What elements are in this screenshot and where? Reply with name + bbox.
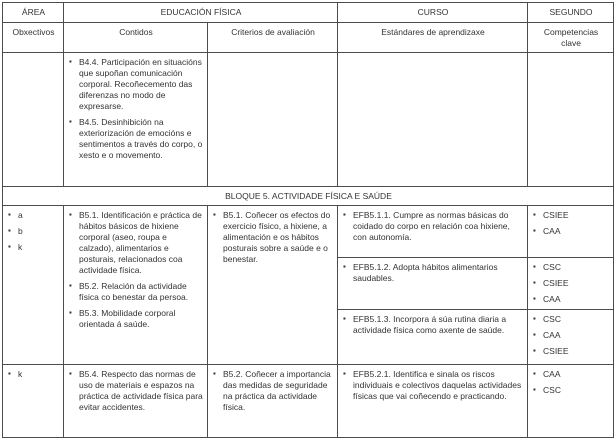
- cell-b5b-contidos: [64, 365, 208, 438]
- b5a-obxectivos-list: [8, 210, 59, 253]
- list-item: ▪ b: [8, 226, 59, 237]
- b5b-competencias-list: [533, 369, 609, 396]
- curriculum-document: [2, 2, 614, 438]
- cell-b5b-competencias: [528, 365, 614, 438]
- header-row-1: [3, 3, 614, 23]
- b5b-estandar-list: [343, 369, 523, 402]
- cell-b5a-estandar-3: [338, 310, 528, 365]
- cell-b5a-estandar-2: [338, 258, 528, 310]
- list-item: ▪ CSC: [533, 385, 609, 396]
- list-item: ▪ CSIEE: [533, 210, 609, 221]
- list-item: ▪ a: [8, 210, 59, 221]
- cell-b5a-criterios: [208, 206, 338, 365]
- b5b-contidos-list: [69, 369, 203, 413]
- cell-b4-contidos: [64, 53, 208, 187]
- row-bloque5b: [3, 365, 614, 438]
- cell-b4-obxectivos-empty: [3, 53, 64, 187]
- cell-b5a-competencias-3: [528, 310, 614, 365]
- cell-b5a-competencias-1: [528, 206, 614, 258]
- list-item: ▪ B5.2. Relación da actividade física co benestar da persoa.: [69, 281, 203, 303]
- header-curso: CURSO: [338, 3, 528, 23]
- header-educacion-fisica: EDUCACIÓN FÍSICA: [64, 3, 338, 23]
- b5a-estandar-1-list: [343, 210, 523, 243]
- subheader-criterios: Criterios de avaliación: [208, 23, 338, 53]
- cell-b5a-contidos: [64, 206, 208, 365]
- list-item: ▪ EFB5.2.1. Identifica e sinala os riscos individuais e colectivos daquelas actividades físicas que vai coñecendo e practicando.: [343, 369, 523, 402]
- subheader-estandares: Estándares de aprendizaxe: [338, 23, 528, 53]
- subheader-contidos: Contidos: [64, 23, 208, 53]
- list-item: ▪ B4.5. Desinhibición na exteriorización de emocións e sentimentos a través do corpo, o xesto e o movemento.: [69, 117, 203, 161]
- list-item: ▪ B5.3. Mobilidade corporal orientada á saúde.: [69, 308, 203, 330]
- list-item: ▪ CSC: [533, 314, 609, 325]
- cell-b5b-obxectivos: [3, 365, 64, 438]
- list-item: ▪ CSIEE: [533, 278, 609, 289]
- subheader-competencias: Competencias clave: [528, 23, 614, 53]
- list-item: ▪ B5.1. Identificación e práctica de hábitos básicos de hixiene corporal (aseo, roupa e calzado), alimentarios e posturais, relacionados coa actividade física.: [69, 210, 203, 276]
- b5a-criterios-list: [213, 210, 333, 265]
- b5b-obxectivos-list: [8, 369, 59, 380]
- list-item: ▪ B5.1. Coñecer os efectos do exercicio físico, a hixiene, a alimentación e os hábitos posturais sobre a saúde e o benestar.: [213, 210, 333, 265]
- subheader-obxectivos: Obxectivos: [3, 23, 64, 53]
- b5a-estandar-3-list: [343, 314, 523, 336]
- b5a-contidos-list: [69, 210, 203, 330]
- list-item: ▪ CAA: [533, 294, 609, 305]
- list-item: ▪ CAA: [533, 369, 609, 380]
- cell-b4-competencias-empty: [528, 53, 614, 187]
- b5a-estandar-2-list: [343, 262, 523, 284]
- list-item: ▪ CSIEE: [533, 346, 609, 357]
- cell-b4-estandares-empty: [338, 53, 528, 187]
- row-bloque5-title: [3, 187, 614, 206]
- list-item: ▪ EFB5.1.1. Cumpre as normas básicas do coidado do corpo en relación coa hixiene, con autonomía.: [343, 210, 523, 243]
- cell-b5a-estandar-1: [338, 206, 528, 258]
- list-item: ▪ k: [8, 369, 59, 380]
- list-item: ▪ B4.4. Participación en situacións que supoñan comunicación corporal. Recoñecemento das diferenzas no modo de expresarse.: [69, 57, 203, 112]
- b5b-criterios-list: [213, 369, 333, 413]
- list-item: ▪ CAA: [533, 330, 609, 341]
- cell-b4-criterios-empty: [208, 53, 338, 187]
- b5a-competencias-2-list: [533, 262, 609, 305]
- b4-contidos-list: [69, 57, 203, 161]
- cell-b5a-competencias-2: [528, 258, 614, 310]
- curriculum-table: [2, 2, 614, 438]
- row-bloque5a-sub1: [3, 206, 614, 258]
- list-item: ▪ CSC: [533, 262, 609, 273]
- list-item: ▪ k: [8, 242, 59, 253]
- cell-b5a-obxectivos: [3, 206, 64, 365]
- header-segundo: SEGUNDO: [528, 3, 614, 23]
- list-item: ▪ CAA: [533, 226, 609, 237]
- list-item: ▪ EFB5.1.3. Incorpora á súa rutina diaria a actividade física como axente de saúde.: [343, 314, 523, 336]
- cell-b5b-criterios: [208, 365, 338, 438]
- list-item: ▪ EFB5.1.2. Adopta hábitos alimentarios saudables.: [343, 262, 523, 284]
- cell-b5b-estandar: [338, 365, 528, 438]
- list-item: ▪ B5.4. Respecto das normas de uso de materiais e espazos na práctica de actividade física para evitar accidentes.: [69, 369, 203, 413]
- row-bloque4: [3, 53, 614, 187]
- b5a-competencias-3-list: [533, 314, 609, 357]
- list-item: ▪ B5.2. Coñecer a importancia das medidas de seguridade na práctica da actividade física.: [213, 369, 333, 413]
- b5a-competencias-1-list: [533, 210, 609, 237]
- header-row-2: [3, 23, 614, 53]
- header-area: ÁREA: [3, 3, 64, 23]
- bloque5-title: BLOQUE 5. ACTIVIDADE FÍSICA E SAÚDE: [3, 187, 614, 206]
